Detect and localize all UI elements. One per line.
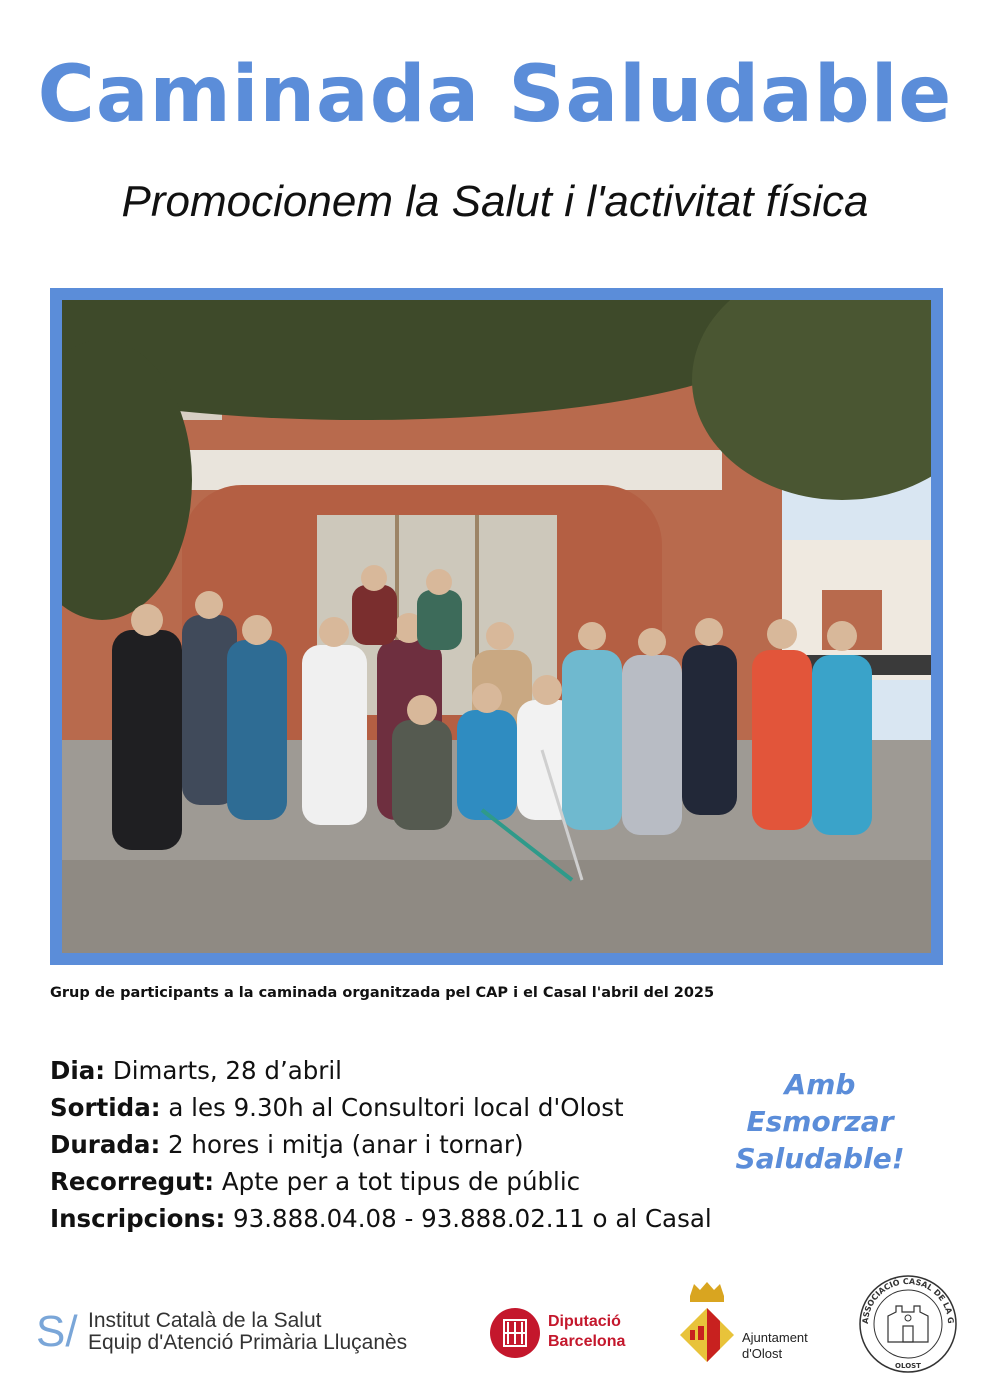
ajuntament-line: Ajuntament	[742, 1330, 808, 1345]
detail-duration	[50, 1126, 710, 1163]
poster-title: Caminada Saludable	[37, 50, 953, 140]
detail-value: 93.888.04.08 - 93.888.02.11 o al Casal	[225, 1204, 712, 1233]
ics-line: Equip d'Atenció Primària Lluçanès	[88, 1331, 408, 1354]
photo-caption: Grup de participants a la caminada organitzada pel CAP i el Casal l'abril del 2025	[50, 985, 715, 1001]
casal-gent-gran-logo	[856, 1272, 960, 1376]
detail-departure	[50, 1089, 710, 1126]
breakfast-highlight	[700, 1066, 940, 1177]
diputacio-line: Barcelona	[548, 1333, 626, 1350]
photo-frame	[50, 288, 943, 965]
ics-logo	[36, 1308, 476, 1358]
detail-label: Durada:	[50, 1130, 161, 1159]
olost-coat-of-arms-icon	[676, 1278, 738, 1368]
detail-value: Dimarts, 28 d’abril	[105, 1056, 342, 1085]
poster-subtitle: Promocionem la Salut i l'activitat física	[121, 177, 869, 226]
diputacio-line: Diputació	[548, 1313, 621, 1330]
ics-text	[88, 1310, 407, 1354]
highlight-line: Saludable!	[735, 1142, 905, 1175]
sponsor-logos	[0, 1270, 990, 1400]
detail-label: Inscripcions:	[50, 1204, 226, 1233]
casal-ring-text: ASSOCIACIÓ CASAL DE LA G	[860, 1276, 956, 1325]
ajuntament-text	[742, 1330, 808, 1362]
ajuntament-line: d'Olost	[742, 1346, 783, 1361]
highlight-line: Esmorzar	[746, 1105, 894, 1138]
casal-bottom-text: OLOST	[895, 1362, 921, 1370]
detail-value: Apte per a tot tipus de públic	[214, 1167, 581, 1196]
ics-line: Institut Català de la Salut	[88, 1309, 322, 1332]
detail-label: Recorregut:	[50, 1167, 215, 1196]
detail-day	[50, 1052, 710, 1089]
diputacio-logo	[490, 1308, 660, 1362]
highlight-line: Amb	[784, 1068, 856, 1101]
group-photo	[62, 300, 931, 953]
detail-route	[50, 1163, 710, 1200]
detail-value: 2 hores i mitja (anar i tornar)	[160, 1130, 524, 1159]
detail-registration	[50, 1200, 710, 1237]
ajuntament-logo	[676, 1278, 836, 1368]
event-details	[50, 1052, 710, 1237]
detail-label: Sortida:	[50, 1093, 161, 1122]
ics-mark-icon: S/	[36, 1307, 78, 1356]
detail-value: a les 9.30h al Consultori local d'Olost	[160, 1093, 624, 1122]
detail-label: Dia:	[50, 1056, 106, 1085]
diputacio-text	[548, 1312, 625, 1352]
diputacio-emblem-icon	[490, 1308, 540, 1358]
